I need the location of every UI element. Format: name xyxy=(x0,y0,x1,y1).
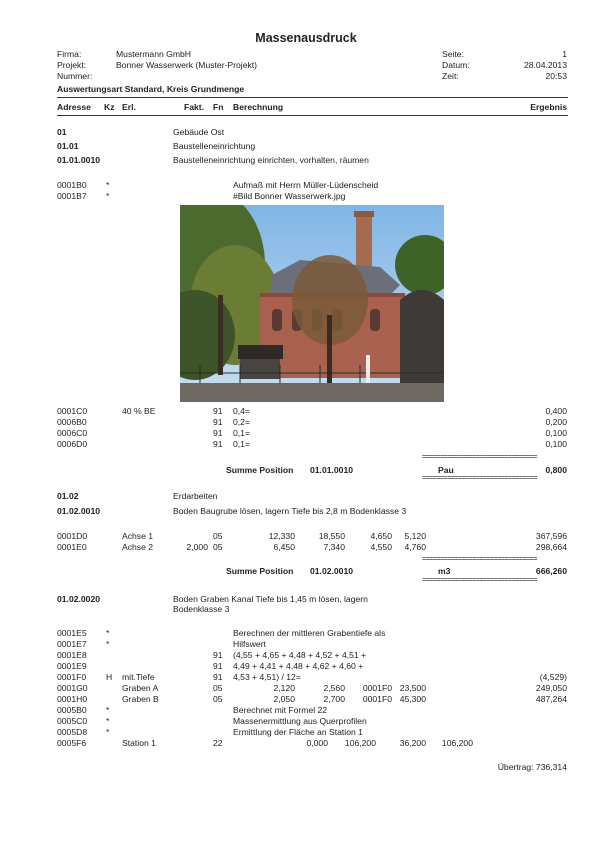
table-row-calc: 4,53 + 4,51) / 12= xyxy=(233,672,301,682)
table-row-address: 0006C0 xyxy=(57,428,88,438)
table-row-fn: 22 xyxy=(213,738,223,748)
table-row-result: 487,264 xyxy=(535,694,567,704)
note-kz: * xyxy=(106,191,110,201)
table-row-erl: Achse 1 xyxy=(122,531,154,541)
table-row-address: 0001E8 xyxy=(57,650,87,660)
seite-value: 1 xyxy=(562,49,567,59)
nummer-label: Nummer: xyxy=(57,71,93,81)
note-text: Aufmaß mit Herrn Müller-Lüdenscheid xyxy=(233,180,379,190)
table-row-fn: 91 xyxy=(213,672,223,682)
projekt-label: Projekt: xyxy=(57,60,87,70)
position-text: Baustelleneinrichtung einrichten, vorhalten, räumen xyxy=(173,155,369,165)
table-row-erl: Graben A xyxy=(122,683,159,693)
table-row-c3: 4,650 xyxy=(370,531,392,541)
table-row-erl: Station 1 xyxy=(122,738,156,748)
col-erl: Erl. xyxy=(122,102,136,112)
col-fakt: Fakt. xyxy=(184,102,205,112)
table-row-result: 0,100 xyxy=(545,428,567,438)
table-row-address: 0001E7 xyxy=(57,639,87,649)
position-number: 01.01.0010 xyxy=(57,155,101,165)
table-row-fakt: 2,000 xyxy=(186,542,208,552)
table-row-c4: 4,760 xyxy=(404,542,426,552)
zeit-label: Zeit: xyxy=(442,71,459,81)
table-row-address: 0006B0 xyxy=(57,417,87,427)
note-address: 0001B0 xyxy=(57,180,87,190)
table-row-result: 0,100 xyxy=(545,439,567,449)
table-row-c1: 6,450 xyxy=(273,542,295,552)
table-row-erl: Achse 2 xyxy=(122,542,154,552)
table-row-c3: 36,200 xyxy=(399,738,426,748)
table-row-calc: Ermittlung der Fläche an Station 1 xyxy=(233,727,363,737)
table-row-c1: 2,120 xyxy=(273,683,295,693)
table-row-calc: Berechnet mit Formel 22 xyxy=(233,705,328,715)
table-row-erl: 40 % BE xyxy=(122,406,156,416)
auswertungsart: Auswertungsart Standard, Kreis Grundmenge xyxy=(57,84,245,94)
table-row-fn: 91 xyxy=(213,439,223,449)
table-row-c3: 0001F0 xyxy=(362,683,392,693)
table-row-kz: * xyxy=(106,705,110,715)
projekt-value: Bonner Wasserwerk (Muster-Projekt) xyxy=(116,60,258,70)
sum-unit: m3 xyxy=(438,566,451,576)
datum-value: 28.04.2013 xyxy=(523,60,567,70)
sum-value: 0,800 xyxy=(545,465,567,475)
table-row-fn: 91 xyxy=(213,428,223,438)
zeit-value: 20:53 xyxy=(545,71,567,81)
section-text: Baustelleneinrichtung xyxy=(173,141,256,151)
table-row-kz: * xyxy=(106,716,110,726)
note-address: 0001B7 xyxy=(57,191,87,201)
sum-label: Summe Position xyxy=(226,465,294,475)
table-row-calc: Hilfswert xyxy=(233,639,266,649)
table-row-c2: 106,200 xyxy=(344,738,376,748)
table-row-fn: 91 xyxy=(213,417,223,427)
table-row-calc: 0,4= xyxy=(233,406,250,416)
table-row-calc: Berechnen der mittleren Grabentiefe als xyxy=(233,628,386,638)
table-row-kz: * xyxy=(106,639,110,649)
sum-label: Summe Position xyxy=(226,566,294,576)
sum-separator: ================================ xyxy=(422,454,537,461)
table-row-c1: 0,000 xyxy=(306,738,328,748)
position-text: Boden Baugrube lösen, lagern Tiefe bis 2,8 m Bodenklasse 3 xyxy=(173,506,407,516)
table-row-result: (4,529) xyxy=(539,672,567,682)
table-row-calc: 4,49 + 4,41 + 4,48 + 4,62 + 4,60 + xyxy=(233,661,364,671)
table-row-fn: 05 xyxy=(213,683,223,693)
sum-value: 666,260 xyxy=(535,566,567,576)
document-title: Massenausdruck xyxy=(255,31,357,45)
table-row-address: 0001E5 xyxy=(57,628,87,638)
col-adresse: Adresse xyxy=(57,102,91,112)
sum-position: 01.02.0010 xyxy=(310,566,354,576)
table-row-result: 249,050 xyxy=(535,683,567,693)
section-number: 01 xyxy=(57,127,67,137)
position-number: 01.02.0020 xyxy=(57,594,101,604)
table-row-c2: 2,560 xyxy=(323,683,345,693)
table-row-fn: 05 xyxy=(213,531,223,541)
sum-separator: ================================ xyxy=(422,577,537,584)
table-row-address: 0001E9 xyxy=(57,661,87,671)
col-kz: Kz xyxy=(104,102,115,112)
table-row-address: 0005C0 xyxy=(57,716,88,726)
table-row-kz: * xyxy=(106,628,110,638)
table-row-fn: 91 xyxy=(213,661,223,671)
table-row-c3: 4,550 xyxy=(370,542,392,552)
col-fn: Fn xyxy=(213,102,224,112)
table-row-result: 367,596 xyxy=(535,531,567,541)
datum-label: Datum: xyxy=(442,60,470,70)
table-row-address: 0005D8 xyxy=(57,727,88,737)
section-text: Erdarbeiten xyxy=(173,491,218,501)
col-ergebnis: Ergebnis xyxy=(530,102,567,112)
table-row-c2: 2,700 xyxy=(323,694,345,704)
table-row-erl: mit.Tiefe xyxy=(122,672,155,682)
table-row-address: 0006D0 xyxy=(57,439,88,449)
section-number: 01.01 xyxy=(57,141,79,151)
position-number: 01.02.0010 xyxy=(57,506,101,516)
section-number: 01.02 xyxy=(57,491,79,501)
sum-position: 01.01.0010 xyxy=(310,465,354,475)
table-row-c2: 18,550 xyxy=(318,531,345,541)
col-berechnung: Berechnung xyxy=(233,102,284,112)
table-row-c1: 12,330 xyxy=(268,531,295,541)
table-row-address: 0001C0 xyxy=(57,406,88,416)
table-row-result: 0,200 xyxy=(545,417,567,427)
section-text: Gebäude Ost xyxy=(173,127,225,137)
table-row-erl: Graben B xyxy=(122,694,159,704)
table-row-kz: * xyxy=(106,727,110,737)
table-row-kz: H xyxy=(106,672,113,682)
table-row-calc: 0,2= xyxy=(233,417,250,427)
table-row-fn: 91 xyxy=(213,650,223,660)
carry-over-total: Übertrag: 736,314 xyxy=(497,762,567,772)
table-row-calc: (4,55 + 4,65 + 4,48 + 4,52 + 4,51 + xyxy=(233,650,367,660)
table-row-address: 0001F0 xyxy=(57,672,87,682)
table-row-c4: 23,500 xyxy=(399,683,426,693)
table-row-address: 0005B0 xyxy=(57,705,87,715)
table-row-c4: 106,200 xyxy=(441,738,473,748)
position-text-line1: Boden Graben Kanal Tiefe bis 1,45 m lösen, lagern xyxy=(173,594,368,604)
table-row-c1: 2,050 xyxy=(273,694,295,704)
table-row-fn: 91 xyxy=(213,406,223,416)
seite-label: Seite: xyxy=(442,49,464,59)
table-row-address: 0001G0 xyxy=(57,683,88,693)
table-row-address: 0005F6 xyxy=(57,738,87,748)
table-row-fn: 05 xyxy=(213,694,223,704)
table-row-result: 298,664 xyxy=(535,542,567,552)
note-kz: * xyxy=(106,180,110,190)
table-row-c3: 0001F0 xyxy=(362,694,392,704)
sum-separator: ================================ xyxy=(422,475,537,482)
table-row-c4: 45,300 xyxy=(399,694,426,704)
firma-label: Firma: xyxy=(57,49,82,59)
table-row-address: 0001D0 xyxy=(57,531,88,541)
table-row-address: 0001E0 xyxy=(57,542,87,552)
table-row-calc: 0,1= xyxy=(233,439,250,449)
table-row-c4: 5,120 xyxy=(404,531,426,541)
table-row-address: 0001H0 xyxy=(57,694,88,704)
sum-separator: ================================ xyxy=(422,556,537,563)
table-row-c2: 7,340 xyxy=(323,542,345,552)
firma-value: Mustermann GmbH xyxy=(116,49,191,59)
table-row-calc: Massenermittlung aus Querprofilen xyxy=(233,716,367,726)
header-rule-top xyxy=(57,97,568,98)
waterworks-photo xyxy=(180,205,444,402)
waterworks-photo-graphic xyxy=(180,205,444,402)
sum-unit: Pau xyxy=(438,465,454,475)
note-text: #Bild Bonner Wasserwerk.jpg xyxy=(233,191,346,201)
header-rule-bottom xyxy=(57,115,568,116)
table-row-calc: 0,1= xyxy=(233,428,250,438)
table-row-result: 0,400 xyxy=(545,406,567,416)
table-row-fn: 05 xyxy=(213,542,223,552)
position-text-line2: Bodenklasse 3 xyxy=(173,604,230,614)
